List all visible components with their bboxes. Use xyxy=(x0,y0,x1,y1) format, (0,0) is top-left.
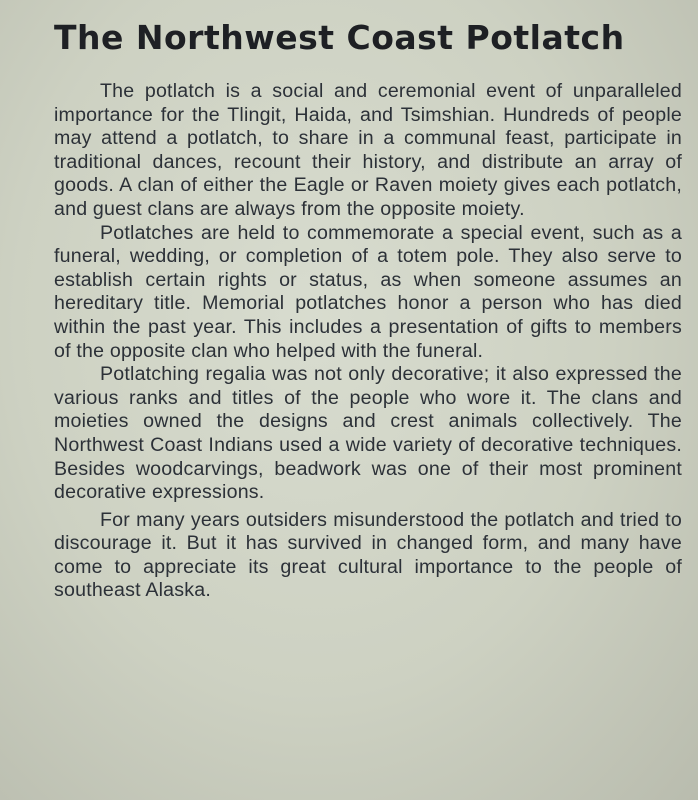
paragraph-commemoration: Potlatches are held to commemorate a special event, such as a funeral, wedding, or completion of a totem pole. They also serve to establish certain rights or status, as when someone assumes an hereditary title. Memorial potlatches honor a person who has died within the past year. This includes a presentation of gifts to members of the opposite clan who helped with the funeral. xyxy=(54,221,682,362)
paragraph-regalia: Potlatching regalia was not only decorative; it also expressed the various ranks and titles of the people who wore it. The clans and moieties owned the designs and crest animals collectively. The Northwest Coast Indians used a wide variety of decorative techniques. Besides woodcarvings, beadwork was one of their most prominent decorative expressions. xyxy=(54,363,682,504)
paragraph-survival: For many years outsiders misunderstood the potlatch and tried to discourage it. But it has survived in changed form, and many have come to appreciate its great cultural importance to the people of southeast Alaska. xyxy=(54,508,682,602)
page-title: The Northwest Coast Potlatch xyxy=(54,18,625,57)
body-text xyxy=(54,80,682,603)
paragraph-potlatch-intro: The potlatch is a social and ceremonial event of unparalleled importance for the Tlingit, Haida, and Tsimshian. Hundreds of people may attend a potlatch, to share in a communal feast, participate in traditional dances, recount their history, and distribute an array of goods. A clan of either the Eagle or Raven moiety gives each potlatch, and guest clans are always from the opposite moiety. xyxy=(54,80,682,220)
